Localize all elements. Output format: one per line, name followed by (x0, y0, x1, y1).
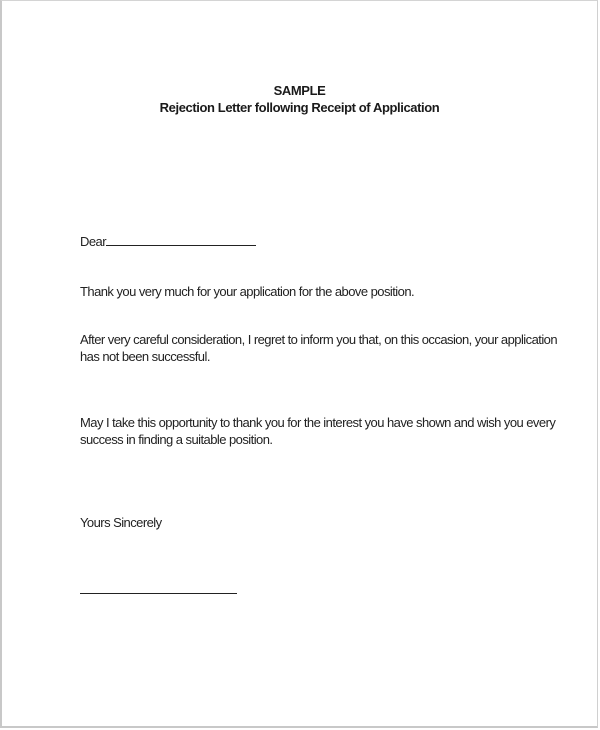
paragraph-1: Thank you very much for your application for the above position. (80, 284, 415, 299)
signature-blank (80, 581, 237, 594)
letter-header (2, 82, 597, 116)
closing: Yours Sincerely (80, 515, 162, 530)
paragraph-3-line-2: success in finding a suitable position. (80, 432, 273, 447)
salutation: Dear (80, 234, 106, 249)
paragraph-3-line-1: May I take this opportunity to thank you for the interest you have shown and wish you every (80, 415, 556, 430)
signature-line (80, 581, 237, 598)
paragraph-2-line-1: After very careful consideration, I regret to inform you that, on this occasion, your application (80, 332, 558, 347)
salutation-line (80, 233, 256, 250)
recipient-name-blank (106, 233, 256, 246)
paragraph-2-line-2: has not been successful. (80, 349, 210, 364)
title: SAMPLE (273, 83, 326, 98)
subtitle: Rejection Letter following Receipt of Application (159, 100, 440, 115)
